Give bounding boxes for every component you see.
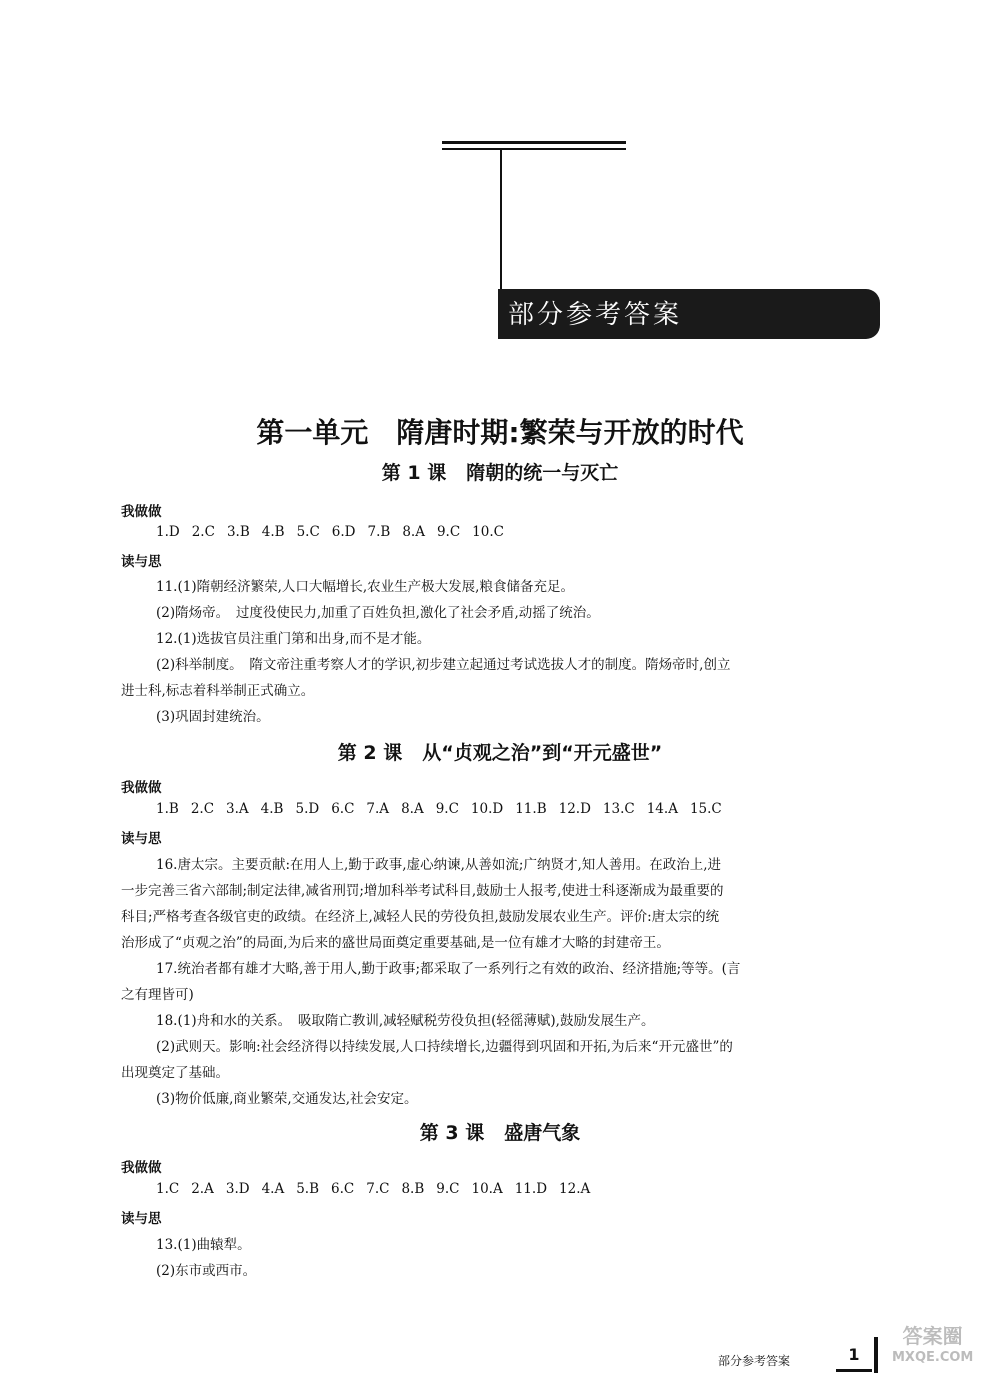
- text-line: 出现奠定了基础。: [121, 1065, 229, 1081]
- answer: 7.B: [367, 524, 391, 540]
- answer: 2.A: [191, 1181, 214, 1197]
- text-line: 一步完善三省六部制;制定法律,减省刑罚;增加科举考试科目,鼓励士人报考,使进士科逐渐成为最重要的: [121, 883, 724, 899]
- answer: 10.C: [472, 524, 504, 540]
- answer: 13.C: [602, 801, 635, 817]
- text-line: 之有理皆可): [121, 987, 194, 1003]
- answer: 9.C: [436, 524, 461, 540]
- unit-title: 第一单元 隋唐时期:繁荣与开放的时代: [256, 416, 744, 449]
- text-line: 治形成了“贞观之治”的局面,为后来的盛世局面奠定重要基础,是一位有雄才大略的封建帝王。: [121, 935, 670, 951]
- answer: 4.A: [261, 1181, 285, 1197]
- text-line: (2)武则天。影响:社会经济得以持续发展,人口持续增长,边疆得到巩固和开拓,为后来“开元盛世”的: [156, 1039, 733, 1055]
- answer-row: [156, 524, 516, 540]
- answer: 10.A: [471, 1181, 503, 1197]
- answer: 9.C: [435, 801, 459, 817]
- answer: 2.C: [191, 524, 215, 540]
- text-line: (2)隋炀帝。 过度役使民力,加重了百姓负担,激化了社会矛盾,动摇了统治。: [156, 605, 600, 621]
- answer: 4.B: [261, 524, 285, 540]
- answer: 7.C: [366, 1181, 390, 1197]
- section-label: 读与思: [121, 831, 162, 847]
- answer: 8.A: [402, 524, 425, 540]
- text-line: (2)科举制度。 隋文帝注重考察人才的学识,初步建立起通过考试选拔人才的制度。隋炀帝时,创立: [156, 657, 731, 673]
- text-line: 11.(1)隋朝经济繁荣,人口大幅增长,农业生产极大发展,粮食储备充足。: [156, 579, 574, 595]
- lesson-number: 第 2 课: [337, 742, 403, 764]
- text-line: 13.(1)曲辕犁。: [156, 1237, 251, 1253]
- answer: 12.A: [559, 1181, 591, 1197]
- lesson-number: 第 1 课: [381, 462, 447, 484]
- page-number-bar: [874, 1337, 878, 1373]
- decorative-vertical-rule: [500, 150, 502, 290]
- answer: 8.A: [401, 801, 424, 817]
- text-line: (3)巩固封建统治。: [156, 709, 270, 725]
- answer: 1.C: [156, 1181, 180, 1197]
- section-label: 读与思: [121, 1211, 162, 1227]
- answer: 6.C: [331, 1181, 355, 1197]
- answer: 9.C: [436, 1181, 460, 1197]
- text-line: 18.(1)舟和水的关系。 吸取隋亡教训,减轻赋税劳役负担(轻徭薄赋),鼓励发展生产。: [156, 1013, 655, 1029]
- answer: 10.D: [470, 801, 504, 817]
- answer: 12.D: [558, 801, 591, 817]
- text-line: 12.(1)选拔官员注重门第和出身,而不是才能。: [156, 631, 431, 647]
- decorative-rule-bottom: [442, 148, 626, 150]
- answer: 7.A: [366, 801, 390, 817]
- answer-row: [156, 801, 734, 817]
- answer: 11.B: [515, 801, 547, 817]
- lesson-2-heading: [0, 738, 1000, 765]
- answer: 15.C: [689, 801, 722, 817]
- answer: 6.C: [331, 801, 355, 817]
- text-line: 科目;严格考查各级官吏的政绩。在经济上,减轻人民的劳役负担,鼓励发展农业生产。评价:唐太宗的统: [121, 909, 720, 925]
- answer: 4.B: [260, 801, 284, 817]
- banner-title: 部分参考答案: [508, 300, 683, 330]
- decorative-rule-top: [442, 141, 626, 144]
- section-label: 我做做: [121, 504, 162, 520]
- lesson-1-heading: [0, 458, 1000, 485]
- lesson-title: 隋朝的统一与灭亡: [466, 462, 619, 484]
- watermark-url: MXQE.COM: [892, 1350, 974, 1365]
- answer: 11.D: [514, 1181, 548, 1197]
- answer: 3.B: [226, 524, 250, 540]
- footer-label: 部分参考答案: [718, 1354, 791, 1368]
- text-line: 17.统治者都有雄才大略,善于用人,勤于政事;都采取了一系列行之有效的政治、经济措施;等等。(言: [156, 961, 741, 977]
- answer: 14.A: [646, 801, 678, 817]
- answer: 6.D: [331, 524, 356, 540]
- lesson-title: 盛唐气象: [504, 1122, 581, 1144]
- section-label: 我做做: [121, 780, 162, 796]
- lesson-number: 第 3 课: [419, 1122, 485, 1144]
- answer: 2.C: [190, 801, 215, 817]
- section-label: 我做做: [121, 1160, 162, 1176]
- answer-row: [156, 1181, 602, 1197]
- answer: 3.D: [225, 1181, 250, 1197]
- section-label: 读与思: [121, 554, 162, 570]
- watermark: [892, 1325, 973, 1369]
- answer: 1.B: [156, 801, 179, 817]
- text-line: (2)东市或西市。: [156, 1263, 257, 1279]
- lesson-3-heading: [0, 1118, 1000, 1145]
- text-line: 16.唐太宗。主要贡献:在用人上,勤于政事,虚心纳谏,从善如流;广纳贤才,知人善用。在政治上,进: [156, 857, 722, 873]
- answer: 1.D: [156, 524, 180, 540]
- answer: 3.A: [226, 801, 249, 817]
- answer: 5.D: [295, 801, 320, 817]
- lesson-title: 从“贞观之治”到“开元盛世”: [422, 742, 663, 764]
- answer: 5.B: [296, 1181, 320, 1197]
- page-number: 1: [836, 1345, 872, 1372]
- text-line: (3)物价低廉,商业繁荣,交通发达,社会安定。: [156, 1091, 418, 1107]
- answer: 8.B: [401, 1181, 425, 1197]
- text-line: 进士科,标志着科举制正式确立。: [121, 683, 315, 699]
- answer: 5.C: [296, 524, 320, 540]
- watermark-text: 答案圈: [902, 1324, 963, 1348]
